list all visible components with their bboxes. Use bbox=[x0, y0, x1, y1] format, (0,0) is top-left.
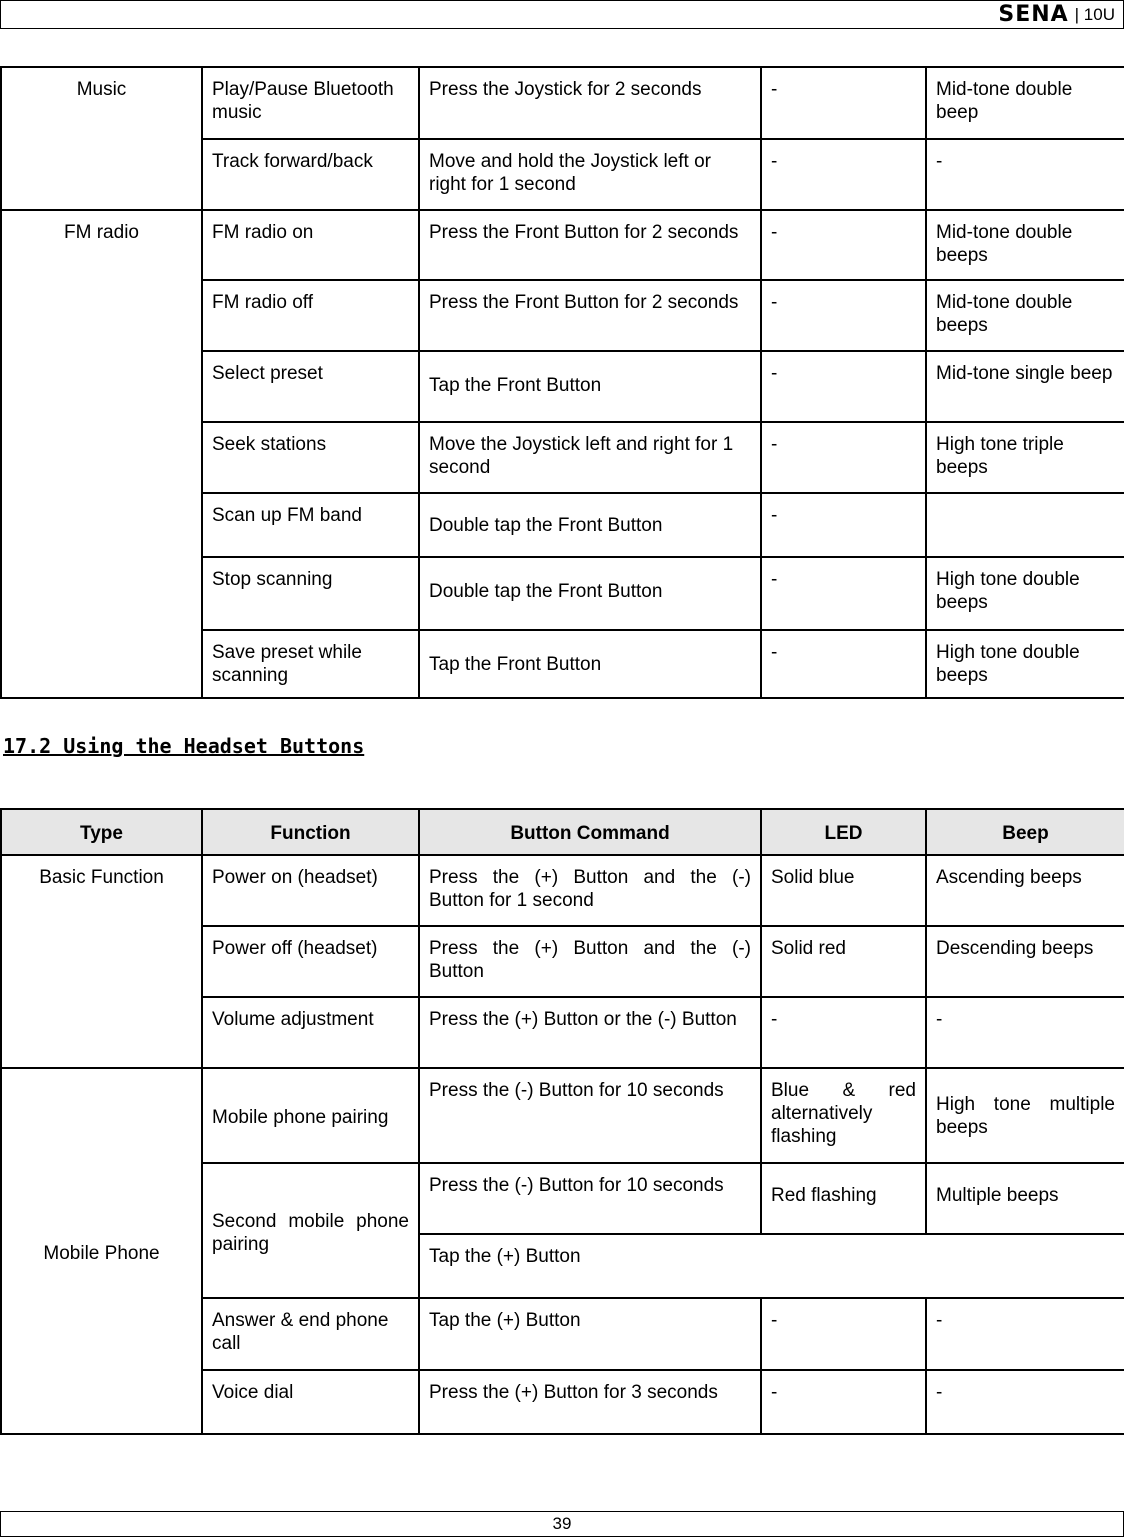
table-row bbox=[1, 67, 1124, 139]
function-cell: Play/Pause Bluetooth music bbox=[202, 67, 419, 139]
type-cell: FM radio bbox=[1, 210, 202, 698]
led-cell: Red flashing bbox=[761, 1163, 926, 1234]
beep-cell: Descending beeps bbox=[926, 926, 1124, 997]
led-cell: - bbox=[761, 997, 926, 1068]
beep-cell: - bbox=[926, 139, 1124, 210]
command-cell: Press the (+) Button for 3 seconds bbox=[419, 1370, 761, 1434]
function-cell: Power off (headset) bbox=[202, 926, 419, 997]
function-cell: FM radio on bbox=[202, 210, 419, 280]
command-cell: Tap the (+) Button bbox=[419, 1234, 1124, 1298]
command-cell: Press the Front Button for 2 seconds bbox=[419, 280, 761, 351]
led-cell: - bbox=[761, 493, 926, 557]
led-cell: - bbox=[761, 422, 926, 493]
function-cell: Answer & end phone call bbox=[202, 1298, 419, 1370]
beep-cell bbox=[926, 493, 1124, 557]
command-cell: Double tap the Front Button bbox=[419, 557, 761, 630]
column-header: Function bbox=[202, 809, 419, 855]
led-cell: Solid blue bbox=[761, 855, 926, 926]
command-cell: Press the (+) Button and the (-) Button bbox=[419, 926, 761, 997]
column-header: Type bbox=[1, 809, 202, 855]
function-cell: Stop scanning bbox=[202, 557, 419, 630]
beep-cell: - bbox=[926, 997, 1124, 1068]
command-cell: Double tap the Front Button bbox=[419, 493, 761, 557]
beep-cell: Mid-tone double beeps bbox=[926, 210, 1124, 280]
command-cell: Press the Front Button for 2 seconds bbox=[419, 210, 761, 280]
led-cell: - bbox=[761, 210, 926, 280]
table-row bbox=[1, 210, 1124, 280]
function-cell: Track forward/back bbox=[202, 139, 419, 210]
led-cell: - bbox=[761, 1298, 926, 1370]
function-cell: Voice dial bbox=[202, 1370, 419, 1434]
table-row bbox=[1, 1068, 1124, 1163]
command-cell: Tap the (+) Button bbox=[419, 1298, 761, 1370]
function-cell: Select preset bbox=[202, 351, 419, 422]
table-header-row bbox=[1, 809, 1124, 855]
command-cell: Move the Joystick left and right for 1 second bbox=[419, 422, 761, 493]
sena-logo: SENA bbox=[998, 2, 1069, 27]
command-cell: Press the (-) Button for 10 seconds bbox=[419, 1163, 761, 1234]
led-cell: - bbox=[761, 630, 926, 698]
beep-cell: High tone double beeps bbox=[926, 630, 1124, 698]
beep-cell: High tone multiple beeps bbox=[926, 1068, 1124, 1163]
function-cell: Power on (headset) bbox=[202, 855, 419, 926]
command-cell: Tap the Front Button bbox=[419, 351, 761, 422]
table-row bbox=[1, 855, 1124, 926]
led-cell: Solid red bbox=[761, 926, 926, 997]
beep-cell: High tone triple beeps bbox=[926, 422, 1124, 493]
function-cell: Save preset while scanning bbox=[202, 630, 419, 698]
type-cell: Music bbox=[1, 67, 202, 210]
beep-cell: Multiple beeps bbox=[926, 1163, 1124, 1234]
beep-cell: Ascending beeps bbox=[926, 855, 1124, 926]
function-cell: FM radio off bbox=[202, 280, 419, 351]
beep-cell: Mid-tone double beeps bbox=[926, 280, 1124, 351]
beep-cell: - bbox=[926, 1298, 1124, 1370]
function-cell: Volume adjustment bbox=[202, 997, 419, 1068]
brand bbox=[998, 2, 1115, 27]
column-header: Button Command bbox=[419, 809, 761, 855]
page-number: 39 bbox=[552, 1514, 572, 1533]
music-fm-table bbox=[0, 66, 1124, 699]
section-heading: 17.2 Using the Headset Buttons bbox=[3, 734, 365, 758]
beep-cell: High tone double beeps bbox=[926, 557, 1124, 630]
beep-cell: Mid-tone single beep bbox=[926, 351, 1124, 422]
led-cell: - bbox=[761, 1370, 926, 1434]
page-footer bbox=[0, 1511, 1124, 1537]
command-cell: Press the (+) Button or the (-) Button bbox=[419, 997, 761, 1068]
beep-cell: - bbox=[926, 1370, 1124, 1434]
type-cell: Basic Function bbox=[1, 855, 202, 1068]
column-header: Beep bbox=[926, 809, 1124, 855]
function-cell: Second mobile phone pairing bbox=[202, 1163, 419, 1298]
command-cell: Press the Joystick for 2 seconds bbox=[419, 67, 761, 139]
column-header: LED bbox=[761, 809, 926, 855]
led-cell: - bbox=[761, 139, 926, 210]
page-header bbox=[0, 0, 1124, 29]
command-cell: Tap the Front Button bbox=[419, 630, 761, 698]
command-cell: Press the (-) Button for 10 seconds bbox=[419, 1068, 761, 1163]
model-name: | 10U bbox=[1074, 4, 1115, 24]
led-cell: - bbox=[761, 67, 926, 139]
led-cell: - bbox=[761, 280, 926, 351]
led-cell: Blue & red alternatively flashing bbox=[761, 1068, 926, 1163]
led-cell: - bbox=[761, 351, 926, 422]
function-cell: Seek stations bbox=[202, 422, 419, 493]
headset-buttons-table bbox=[0, 808, 1124, 1435]
function-cell: Mobile phone pairing bbox=[202, 1068, 419, 1163]
beep-cell: Mid-tone double beep bbox=[926, 67, 1124, 139]
command-cell: Move and hold the Joystick left or right for 1 second bbox=[419, 139, 761, 210]
led-cell: - bbox=[761, 557, 926, 630]
type-cell: Mobile Phone bbox=[1, 1068, 202, 1434]
command-cell: Press the (+) Button and the (-) Button for 1 second bbox=[419, 855, 761, 926]
function-cell: Scan up FM band bbox=[202, 493, 419, 557]
